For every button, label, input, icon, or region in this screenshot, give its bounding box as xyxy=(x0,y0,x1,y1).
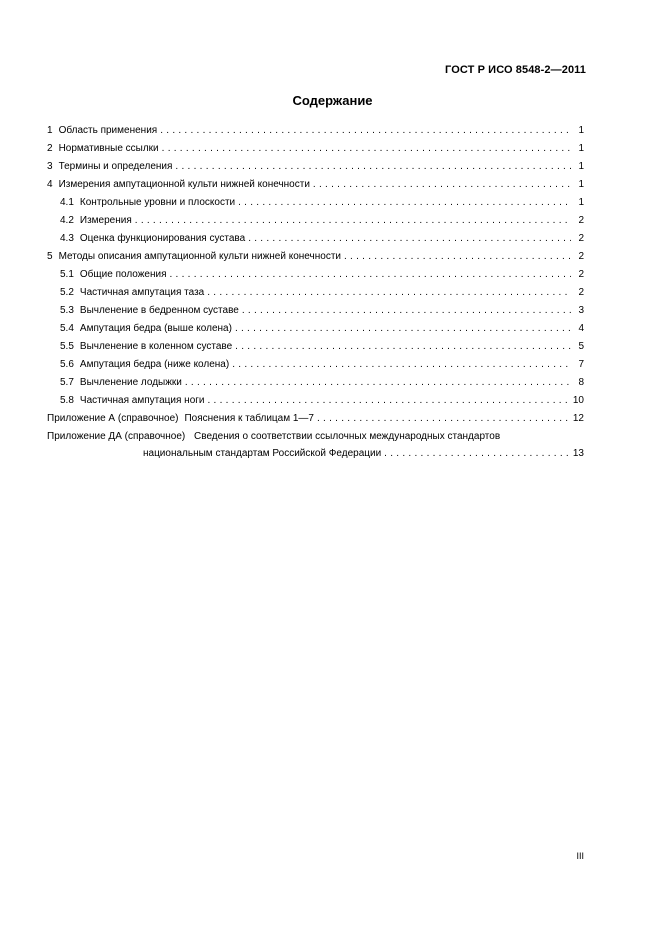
toc-item-number: 5.5 xyxy=(60,341,74,352)
toc-leader-dots xyxy=(317,410,569,428)
toc-item-page: 2 xyxy=(578,233,584,244)
toc-subitem[interactable] xyxy=(47,374,584,392)
table-of-contents xyxy=(47,122,584,463)
toc-item-title: Частичная ампутация ноги xyxy=(79,395,205,406)
toc-item-number: 5.1 xyxy=(60,269,74,280)
toc-leader-dots xyxy=(235,338,571,356)
toc-leader-dots xyxy=(207,284,571,302)
toc-item-title: Контрольные уровни и плоскости xyxy=(79,197,236,208)
toc-subitem[interactable] xyxy=(47,320,584,338)
toc-item-page: 2 xyxy=(578,269,584,280)
toc-item-page: 1 xyxy=(578,161,584,172)
toc-item-page: 12 xyxy=(572,413,584,424)
toc-item-number: 3 xyxy=(47,161,53,172)
toc-item-title: Нормативные ссылки xyxy=(58,143,159,154)
toc-item-number: 5 xyxy=(47,251,53,262)
toc-item-page: 2 xyxy=(578,251,584,262)
toc-leader-dots xyxy=(242,302,571,320)
toc-item-title: Методы описания ампутационной культи нижней конечности xyxy=(58,251,341,262)
annex-title: Пояснения к таблицам 1—7 xyxy=(184,413,314,424)
toc-leader-dots xyxy=(384,445,569,462)
toc-item-title: Вычленение в коленном суставе xyxy=(79,341,233,352)
toc-item-title: Частичная ампутация таза xyxy=(79,287,205,298)
toc-subitem[interactable] xyxy=(47,230,584,248)
page-number: III xyxy=(576,851,584,861)
toc-item-page: 10 xyxy=(572,395,584,406)
toc-item-page: 3 xyxy=(578,305,584,316)
toc-item-page: 4 xyxy=(578,323,584,334)
toc-leader-dots xyxy=(175,158,571,176)
toc-subitem[interactable] xyxy=(47,284,584,302)
toc-item-page: 1 xyxy=(578,179,584,190)
toc-subitem[interactable] xyxy=(47,212,584,230)
toc-item-title: Вычленение в бедренном суставе xyxy=(79,305,239,316)
toc-leader-dots xyxy=(235,320,571,338)
toc-heading: Содержание xyxy=(292,93,373,108)
toc-item-title: Ампутация бедра (ниже колена) xyxy=(79,359,230,370)
toc-item-number: 4.3 xyxy=(60,233,74,244)
toc-subitem[interactable] xyxy=(47,338,584,356)
toc-item[interactable] xyxy=(47,176,584,194)
toc-item-title: Оценка функционирования сустава xyxy=(79,233,246,244)
toc-item-title: Термины и определения xyxy=(58,161,173,172)
annex-title: Сведения о соответствии ссылочных международных стандартов xyxy=(194,431,501,442)
toc-item-title: Измерения xyxy=(79,215,132,226)
toc-item-number: 5.8 xyxy=(60,395,74,406)
toc-annex-da[interactable] xyxy=(47,428,584,463)
toc-item-page: 1 xyxy=(578,197,584,208)
toc-leader-dots xyxy=(135,212,571,230)
toc-item-page: 2 xyxy=(578,215,584,226)
toc-item[interactable] xyxy=(47,248,584,266)
toc-item-number: 1 xyxy=(47,125,53,136)
toc-leader-dots xyxy=(313,176,571,194)
toc-leader-dots xyxy=(208,392,569,410)
toc-leader-dots xyxy=(160,122,571,140)
toc-item-number: 4 xyxy=(47,179,53,190)
annex-label: Приложение А (справочное) xyxy=(47,413,179,424)
toc-item-page: 5 xyxy=(578,341,584,352)
toc-item-page: 1 xyxy=(578,143,584,154)
toc-subitem[interactable] xyxy=(47,392,584,410)
toc-item-page: 8 xyxy=(578,377,584,388)
toc-item-number: 5.2 xyxy=(60,287,74,298)
toc-leader-dots xyxy=(344,248,571,266)
toc-item-number: 5.7 xyxy=(60,377,74,388)
toc-item-title: Вычленение лодыжки xyxy=(79,377,182,388)
toc-subitem[interactable] xyxy=(47,266,584,284)
toc-item-number: 4.2 xyxy=(60,215,74,226)
toc-subitem[interactable] xyxy=(47,302,584,320)
toc-item[interactable] xyxy=(47,122,584,140)
toc-leader-dots xyxy=(248,230,571,248)
toc-item-page: 1 xyxy=(578,125,584,136)
annex-first-line xyxy=(47,428,584,445)
toc-subitem[interactable] xyxy=(47,356,584,374)
toc-item-number: 4.1 xyxy=(60,197,74,208)
toc-item-title: Измерения ампутационной культи нижней конечности xyxy=(58,179,310,190)
toc-subitem[interactable] xyxy=(47,194,584,212)
annex-title-continuation: национальным стандартам Российской Федерации xyxy=(143,448,382,459)
toc-annex-a[interactable] xyxy=(47,410,584,428)
toc-leader-dots xyxy=(185,374,571,392)
toc-item-title: Ампутация бедра (выше колена) xyxy=(79,323,232,334)
document-code: ГОСТ Р ИСО 8548-2—2011 xyxy=(445,64,586,76)
toc-leader-dots xyxy=(238,194,571,212)
toc-item-page: 13 xyxy=(572,448,584,459)
toc-item-page: 2 xyxy=(578,287,584,298)
toc-item-number: 5.4 xyxy=(60,323,74,334)
toc-leader-dots xyxy=(232,356,571,374)
toc-item[interactable] xyxy=(47,158,584,176)
toc-item-number: 5.3 xyxy=(60,305,74,316)
toc-leader-dots xyxy=(170,266,572,284)
toc-item-number: 5.6 xyxy=(60,359,74,370)
toc-leader-dots xyxy=(162,140,571,158)
toc-item[interactable] xyxy=(47,140,584,158)
toc-item-page: 7 xyxy=(578,359,584,370)
annex-second-line xyxy=(47,445,584,463)
annex-label: Приложение ДА (справочное) xyxy=(47,431,186,442)
toc-item-number: 2 xyxy=(47,143,53,154)
toc-item-title: Область применения xyxy=(58,125,158,136)
toc-item-title: Общие положения xyxy=(79,269,167,280)
